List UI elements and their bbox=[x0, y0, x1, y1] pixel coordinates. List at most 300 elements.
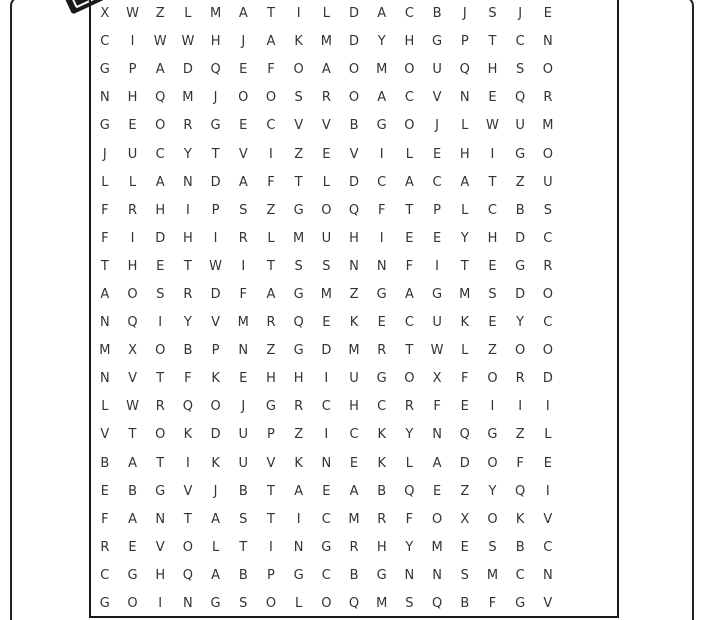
grid-letter[interactable]: E bbox=[488, 90, 497, 106]
grid-letter[interactable]: T bbox=[156, 455, 165, 471]
grid-letter[interactable]: M bbox=[320, 286, 332, 302]
grid-letter[interactable]: C bbox=[321, 399, 331, 415]
grid-letter[interactable]: G bbox=[515, 258, 526, 274]
grid-letter[interactable]: G bbox=[432, 34, 443, 50]
grid-letter[interactable]: N bbox=[99, 371, 110, 387]
grid-letter[interactable]: E bbox=[405, 230, 414, 246]
grid-letter[interactable]: Y bbox=[183, 146, 192, 162]
grid-letter[interactable]: J bbox=[462, 6, 467, 22]
grid-letter[interactable]: G bbox=[293, 286, 304, 302]
grid-letter[interactable]: O bbox=[321, 596, 332, 612]
grid-letter[interactable]: H bbox=[349, 399, 359, 415]
grid-letter[interactable]: V bbox=[294, 118, 304, 134]
grid-letter[interactable]: V bbox=[543, 596, 553, 612]
grid-letter[interactable]: O bbox=[155, 427, 166, 443]
grid-letter[interactable]: T bbox=[183, 258, 192, 274]
grid-letter[interactable]: E bbox=[239, 371, 248, 387]
grid-letter[interactable]: V bbox=[349, 146, 359, 162]
grid-letter[interactable]: V bbox=[321, 118, 331, 134]
grid-letter[interactable]: G bbox=[127, 567, 138, 583]
grid-letter[interactable]: S bbox=[488, 286, 497, 302]
grid-letter[interactable]: B bbox=[377, 483, 387, 499]
grid-letter[interactable]: C bbox=[404, 315, 414, 331]
grid-letter[interactable]: B bbox=[349, 567, 359, 583]
grid-letter[interactable]: O bbox=[238, 90, 249, 106]
grid-letter[interactable]: H bbox=[155, 202, 166, 218]
grid-letter[interactable]: F bbox=[184, 371, 192, 387]
grid-letter[interactable]: W bbox=[486, 118, 499, 134]
grid-letter[interactable]: Z bbox=[515, 174, 525, 190]
grid-letter[interactable]: K bbox=[349, 315, 359, 331]
grid-letter[interactable]: A bbox=[294, 483, 304, 499]
grid-letter[interactable]: E bbox=[460, 399, 469, 415]
grid-letter[interactable]: V bbox=[432, 90, 442, 106]
grid-letter[interactable]: A bbox=[404, 286, 414, 302]
grid-letter[interactable]: K bbox=[183, 427, 193, 443]
grid-letter[interactable]: Q bbox=[515, 90, 526, 106]
grid-letter[interactable]: P bbox=[433, 202, 442, 218]
grid-letter[interactable]: Q bbox=[431, 596, 443, 612]
grid-letter[interactable]: Q bbox=[459, 427, 470, 443]
grid-letter[interactable]: U bbox=[515, 118, 525, 134]
grid-letter[interactable]: I bbox=[379, 146, 384, 162]
grid-letter[interactable]: G bbox=[99, 62, 110, 78]
grid-letter[interactable]: B bbox=[100, 455, 110, 471]
grid-letter[interactable]: H bbox=[127, 258, 138, 274]
grid-letter[interactable]: U bbox=[349, 371, 359, 387]
grid-letter[interactable]: J bbox=[102, 146, 107, 162]
grid-letter[interactable]: T bbox=[294, 174, 303, 190]
grid-letter[interactable]: G bbox=[487, 427, 498, 443]
grid-letter[interactable]: E bbox=[322, 146, 331, 162]
grid-letter[interactable]: E bbox=[239, 118, 248, 134]
grid-letter[interactable]: Z bbox=[294, 146, 304, 162]
grid-letter[interactable]: G bbox=[293, 343, 304, 359]
grid-letter[interactable]: A bbox=[100, 286, 110, 302]
grid-letter[interactable]: P bbox=[211, 202, 220, 218]
grid-letter[interactable]: R bbox=[321, 90, 331, 106]
grid-letter[interactable]: Q bbox=[515, 483, 526, 499]
grid-letter[interactable]: D bbox=[349, 6, 360, 22]
grid-letter[interactable]: Z bbox=[294, 427, 304, 443]
grid-letter[interactable]: R bbox=[238, 230, 248, 246]
grid-letter[interactable]: A bbox=[460, 174, 470, 190]
grid-letter[interactable]: A bbox=[377, 90, 387, 106]
grid-letter[interactable]: L bbox=[267, 230, 275, 246]
grid-letter[interactable]: K bbox=[377, 427, 386, 443]
grid-letter[interactable]: I bbox=[130, 34, 135, 50]
grid-letter[interactable]: U bbox=[432, 315, 442, 331]
grid-letter[interactable]: B bbox=[432, 6, 442, 22]
grid-letter[interactable]: R bbox=[183, 286, 193, 302]
grid-letter[interactable]: I bbox=[435, 258, 440, 274]
grid-letter[interactable]: F bbox=[433, 399, 441, 415]
grid-letter[interactable]: T bbox=[488, 174, 497, 190]
grid-letter[interactable]: C bbox=[543, 315, 553, 331]
grid-letter[interactable]: G bbox=[321, 539, 332, 555]
grid-letter[interactable]: U bbox=[238, 455, 249, 471]
grid-letter[interactable]: C bbox=[100, 34, 110, 50]
grid-letter[interactable]: D bbox=[349, 34, 360, 50]
grid-letter[interactable]: X bbox=[100, 6, 110, 22]
grid-letter[interactable]: T bbox=[488, 34, 497, 50]
grid-letter[interactable]: T bbox=[266, 258, 275, 274]
grid-letter[interactable]: J bbox=[213, 90, 218, 106]
grid-letter[interactable]: Q bbox=[182, 399, 194, 415]
grid-letter[interactable]: L bbox=[322, 174, 330, 190]
grid-letter[interactable]: L bbox=[322, 6, 330, 22]
grid-letter[interactable]: K bbox=[460, 315, 470, 331]
grid-letter[interactable]: O bbox=[182, 539, 194, 555]
grid-letter[interactable]: T bbox=[266, 511, 275, 527]
grid-letter[interactable]: C bbox=[349, 427, 359, 443]
grid-letter[interactable]: O bbox=[542, 343, 553, 359]
grid-letter[interactable]: F bbox=[516, 455, 524, 471]
grid-letter[interactable]: C bbox=[321, 511, 331, 527]
grid-letter[interactable]: O bbox=[127, 286, 138, 302]
grid-letter[interactable]: A bbox=[211, 567, 221, 583]
grid-letter[interactable]: G bbox=[293, 202, 304, 218]
grid-letter[interactable]: C bbox=[432, 174, 442, 190]
grid-letter[interactable]: S bbox=[488, 6, 497, 22]
grid-letter[interactable]: K bbox=[377, 455, 386, 471]
grid-letter[interactable]: A bbox=[432, 455, 442, 471]
grid-letter[interactable]: C bbox=[404, 90, 414, 106]
grid-letter[interactable]: P bbox=[211, 343, 220, 359]
grid-letter[interactable]: A bbox=[321, 62, 331, 78]
grid-letter[interactable]: K bbox=[211, 455, 220, 471]
grid-letter[interactable]: W bbox=[153, 34, 167, 50]
grid-letter[interactable]: C bbox=[515, 34, 525, 50]
grid-letter[interactable]: R bbox=[377, 511, 387, 527]
grid-letter[interactable]: E bbox=[488, 258, 497, 274]
grid-letter[interactable]: B bbox=[238, 483, 248, 499]
grid-letter[interactable]: G bbox=[376, 371, 387, 387]
grid-letter[interactable]: T bbox=[100, 258, 109, 274]
grid-letter[interactable]: I bbox=[185, 455, 190, 471]
grid-letter[interactable]: I bbox=[518, 399, 523, 415]
grid-letter[interactable]: I bbox=[324, 427, 329, 443]
grid-letter[interactable]: I bbox=[379, 230, 384, 246]
grid-letter[interactable]: A bbox=[349, 483, 359, 499]
grid-letter[interactable]: L bbox=[101, 399, 109, 415]
grid-letter[interactable]: E bbox=[543, 6, 552, 22]
grid-letter[interactable]: K bbox=[294, 455, 303, 471]
grid-letter[interactable]: A bbox=[377, 6, 387, 22]
grid-letter[interactable]: N bbox=[542, 34, 553, 50]
grid-letter[interactable]: E bbox=[322, 483, 331, 499]
grid-letter[interactable]: S bbox=[239, 202, 248, 218]
grid-letter[interactable]: R bbox=[515, 371, 525, 387]
grid-letter[interactable]: X bbox=[460, 511, 470, 527]
grid-letter[interactable]: F bbox=[405, 258, 414, 274]
grid-letter[interactable]: M bbox=[320, 34, 332, 50]
grid-letter[interactable]: U bbox=[543, 174, 553, 190]
grid-letter[interactable]: L bbox=[405, 455, 414, 471]
grid-letter[interactable]: D bbox=[210, 427, 221, 443]
grid-letter[interactable]: J bbox=[435, 118, 440, 134]
grid-letter[interactable]: H bbox=[376, 539, 387, 555]
grid-letter[interactable]: S bbox=[294, 258, 303, 274]
grid-letter[interactable]: G bbox=[376, 286, 387, 302]
grid-letter[interactable]: Q bbox=[210, 62, 221, 78]
grid-letter[interactable]: H bbox=[487, 230, 498, 246]
grid-letter[interactable]: U bbox=[127, 146, 138, 162]
grid-letter[interactable]: V bbox=[100, 427, 110, 443]
grid-letter[interactable]: D bbox=[155, 230, 166, 246]
grid-letter[interactable]: N bbox=[542, 567, 553, 583]
grid-letter[interactable]: P bbox=[128, 62, 137, 78]
grid-letter[interactable]: I bbox=[241, 258, 246, 274]
grid-letter[interactable]: E bbox=[432, 483, 442, 499]
grid-letter[interactable]: X bbox=[432, 371, 442, 387]
grid-letter[interactable]: S bbox=[322, 258, 331, 274]
grid-letter[interactable]: O bbox=[127, 596, 138, 612]
grid-letter[interactable]: A bbox=[211, 511, 221, 527]
grid-letter[interactable]: B bbox=[238, 567, 248, 583]
grid-letter[interactable]: B bbox=[128, 483, 137, 499]
grid-letter[interactable]: Y bbox=[460, 230, 469, 246]
grid-letter[interactable]: V bbox=[238, 146, 248, 162]
grid-letter[interactable]: E bbox=[432, 146, 442, 162]
grid-letter[interactable]: S bbox=[294, 90, 303, 106]
grid-letter[interactable]: E bbox=[322, 315, 331, 331]
grid-letter[interactable]: Z bbox=[488, 343, 497, 359]
grid-letter[interactable]: V bbox=[155, 539, 165, 555]
grid-letter[interactable]: L bbox=[461, 202, 469, 218]
grid-letter[interactable]: T bbox=[128, 427, 137, 443]
grid-letter[interactable]: E bbox=[488, 315, 497, 331]
grid-letter[interactable]: A bbox=[404, 174, 414, 190]
grid-letter[interactable]: L bbox=[128, 174, 137, 190]
grid-letter[interactable]: C bbox=[377, 174, 387, 190]
grid-letter[interactable]: W bbox=[209, 258, 223, 274]
grid-letter[interactable]: C bbox=[100, 567, 110, 583]
grid-letter[interactable]: E bbox=[128, 118, 137, 134]
grid-letter[interactable]: T bbox=[405, 202, 414, 218]
grid-letter[interactable]: C bbox=[543, 539, 553, 555]
grid-letter[interactable]: C bbox=[266, 118, 276, 134]
grid-letter[interactable]: T bbox=[405, 343, 414, 359]
grid-letter[interactable]: S bbox=[405, 596, 414, 612]
grid-letter[interactable]: O bbox=[487, 455, 498, 471]
grid-letter[interactable]: T bbox=[239, 539, 248, 555]
grid-letter[interactable]: F bbox=[461, 371, 469, 387]
grid-letter[interactable]: H bbox=[155, 567, 166, 583]
grid-letter[interactable]: J bbox=[241, 399, 246, 415]
grid-letter[interactable]: V bbox=[543, 511, 553, 527]
grid-letter[interactable]: H bbox=[127, 90, 138, 106]
grid-letter[interactable]: V bbox=[211, 315, 221, 331]
grid-letter[interactable]: M bbox=[209, 6, 222, 22]
grid-letter[interactable]: H bbox=[183, 230, 193, 246]
grid-letter[interactable]: A bbox=[238, 174, 248, 190]
grid-letter[interactable]: I bbox=[269, 146, 273, 162]
grid-letter[interactable]: L bbox=[101, 174, 109, 190]
grid-letter[interactable]: Y bbox=[516, 315, 525, 331]
grid-letter[interactable]: G bbox=[210, 118, 221, 134]
grid-letter[interactable]: N bbox=[404, 567, 415, 583]
grid-letter[interactable]: D bbox=[515, 286, 526, 302]
grid-letter[interactable]: O bbox=[431, 511, 443, 527]
grid-letter[interactable]: R bbox=[377, 343, 387, 359]
grid-letter[interactable]: Q bbox=[459, 62, 470, 78]
grid-letter[interactable]: F bbox=[267, 62, 275, 78]
grid-letter[interactable]: L bbox=[295, 596, 303, 612]
grid-letter[interactable]: Q bbox=[182, 567, 194, 583]
grid-letter[interactable]: O bbox=[210, 399, 221, 415]
grid-letter[interactable]: D bbox=[349, 174, 360, 190]
grid-letter[interactable]: T bbox=[156, 371, 165, 387]
grid-letter[interactable]: O bbox=[321, 202, 332, 218]
grid-letter[interactable]: N bbox=[293, 539, 304, 555]
grid-letter[interactable]: N bbox=[99, 90, 110, 106]
grid-letter[interactable]: O bbox=[404, 62, 415, 78]
grid-letter[interactable]: Z bbox=[266, 202, 276, 218]
grid-letter[interactable]: S bbox=[543, 202, 552, 218]
grid-letter[interactable]: A bbox=[266, 34, 276, 50]
grid-letter[interactable]: N bbox=[155, 511, 166, 527]
grid-letter[interactable]: S bbox=[488, 539, 497, 555]
grid-letter[interactable]: N bbox=[349, 258, 359, 274]
grid-letter[interactable]: D bbox=[210, 174, 221, 190]
grid-letter[interactable]: I bbox=[213, 230, 218, 246]
grid-letter[interactable]: M bbox=[376, 62, 388, 78]
grid-letter[interactable]: G bbox=[99, 596, 110, 612]
grid-letter[interactable]: R bbox=[294, 399, 304, 415]
grid-letter[interactable]: K bbox=[294, 34, 303, 50]
grid-letter[interactable]: P bbox=[460, 34, 469, 50]
grid-letter[interactable]: S bbox=[156, 286, 165, 302]
grid-letter[interactable]: O bbox=[265, 596, 277, 612]
grid-letter[interactable]: I bbox=[158, 315, 163, 331]
grid-letter[interactable]: O bbox=[348, 62, 360, 78]
grid-letter[interactable]: H bbox=[349, 230, 359, 246]
grid-letter[interactable]: P bbox=[267, 427, 275, 443]
grid-letter[interactable]: H bbox=[293, 371, 304, 387]
grid-letter[interactable]: E bbox=[543, 455, 552, 471]
grid-letter[interactable]: O bbox=[542, 286, 553, 302]
grid-letter[interactable]: O bbox=[542, 62, 553, 78]
grid-letter[interactable]: Z bbox=[460, 483, 470, 499]
grid-letter[interactable]: V bbox=[183, 483, 193, 499]
grid-letter[interactable]: H bbox=[459, 146, 470, 162]
grid-letter[interactable]: E bbox=[432, 230, 442, 246]
grid-letter[interactable]: C bbox=[155, 146, 165, 162]
grid-letter[interactable]: Q bbox=[155, 90, 166, 106]
grid-letter[interactable]: D bbox=[459, 455, 470, 471]
grid-letter[interactable]: I bbox=[296, 511, 301, 527]
grid-letter[interactable]: L bbox=[461, 118, 469, 134]
grid-letter[interactable]: F bbox=[101, 230, 109, 246]
grid-letter[interactable]: B bbox=[460, 596, 470, 612]
grid-letter[interactable]: M bbox=[182, 90, 194, 106]
grid-letter[interactable]: O bbox=[265, 90, 277, 106]
grid-letter[interactable]: V bbox=[266, 455, 276, 471]
grid-letter[interactable]: B bbox=[515, 202, 525, 218]
grid-letter[interactable]: T bbox=[460, 258, 469, 274]
grid-letter[interactable]: E bbox=[100, 483, 109, 499]
grid-letter[interactable]: C bbox=[377, 399, 387, 415]
grid-letter[interactable]: F bbox=[101, 202, 109, 218]
grid-letter[interactable]: O bbox=[515, 343, 526, 359]
grid-letter[interactable]: G bbox=[376, 567, 387, 583]
grid-letter[interactable]: L bbox=[405, 146, 414, 162]
grid-letter[interactable]: B bbox=[515, 539, 525, 555]
grid-letter[interactable]: J bbox=[518, 6, 523, 22]
grid-letter[interactable]: R bbox=[543, 90, 553, 106]
grid-letter[interactable]: B bbox=[183, 343, 193, 359]
grid-letter[interactable]: O bbox=[487, 371, 498, 387]
grid-letter[interactable]: H bbox=[266, 371, 276, 387]
grid-letter[interactable]: T bbox=[183, 511, 192, 527]
grid-letter[interactable]: S bbox=[239, 596, 248, 612]
grid-letter[interactable]: Y bbox=[183, 315, 192, 331]
grid-letter[interactable]: Q bbox=[404, 483, 415, 499]
grid-letter[interactable]: Y bbox=[377, 34, 386, 50]
grid-letter[interactable]: Y bbox=[405, 539, 414, 555]
grid-letter[interactable]: L bbox=[461, 343, 469, 359]
grid-letter[interactable]: J bbox=[241, 34, 246, 50]
grid-letter[interactable]: N bbox=[99, 315, 110, 331]
grid-letter[interactable]: H bbox=[404, 34, 415, 50]
grid-letter[interactable]: U bbox=[238, 427, 249, 443]
grid-letter[interactable]: M bbox=[542, 118, 554, 134]
grid-letter[interactable]: Q bbox=[127, 315, 138, 331]
grid-letter[interactable]: Y bbox=[488, 483, 497, 499]
grid-letter[interactable]: A bbox=[266, 286, 276, 302]
grid-letter[interactable]: Q bbox=[348, 596, 360, 612]
grid-letter[interactable]: D bbox=[542, 371, 553, 387]
grid-letter[interactable]: M bbox=[376, 596, 388, 612]
grid-letter[interactable]: W bbox=[126, 6, 139, 22]
grid-letter[interactable]: P bbox=[267, 567, 275, 583]
grid-letter[interactable]: O bbox=[542, 146, 553, 162]
grid-letter[interactable]: E bbox=[349, 455, 359, 471]
grid-letter[interactable]: M bbox=[459, 286, 471, 302]
grid-letter[interactable]: N bbox=[238, 343, 249, 359]
grid-letter[interactable]: N bbox=[459, 90, 470, 106]
grid-letter[interactable]: R bbox=[155, 399, 165, 415]
grid-letter[interactable]: H bbox=[487, 62, 498, 78]
grid-letter[interactable]: R bbox=[128, 202, 138, 218]
grid-letter[interactable]: E bbox=[128, 539, 137, 555]
grid-letter[interactable]: X bbox=[128, 343, 137, 359]
grid-letter[interactable]: I bbox=[545, 399, 550, 415]
grid-letter[interactable]: A bbox=[238, 6, 248, 22]
grid-letter[interactable]: C bbox=[487, 202, 497, 218]
grid-letter[interactable]: T bbox=[266, 6, 275, 22]
grid-letter[interactable]: M bbox=[431, 539, 443, 555]
grid-letter[interactable]: O bbox=[487, 511, 498, 527]
grid-letter[interactable]: Z bbox=[155, 6, 165, 22]
grid-letter[interactable]: M bbox=[348, 343, 360, 359]
grid-letter[interactable]: G bbox=[265, 399, 276, 415]
grid-letter[interactable]: Q bbox=[348, 202, 360, 218]
grid-letter[interactable]: G bbox=[432, 286, 443, 302]
grid-letter[interactable]: M bbox=[99, 343, 111, 359]
grid-letter[interactable]: F bbox=[488, 596, 497, 612]
grid-letter[interactable]: H bbox=[210, 34, 221, 50]
grid-letter[interactable]: A bbox=[155, 174, 165, 190]
grid-letter[interactable]: L bbox=[544, 427, 552, 443]
grid-letter[interactable]: W bbox=[430, 343, 444, 359]
grid-letter[interactable]: A bbox=[155, 62, 165, 78]
grid-letter[interactable]: G bbox=[293, 567, 304, 583]
grid-letter[interactable]: Z bbox=[349, 286, 359, 302]
grid-letter[interactable]: M bbox=[348, 511, 360, 527]
grid-letter[interactable]: N bbox=[183, 596, 193, 612]
